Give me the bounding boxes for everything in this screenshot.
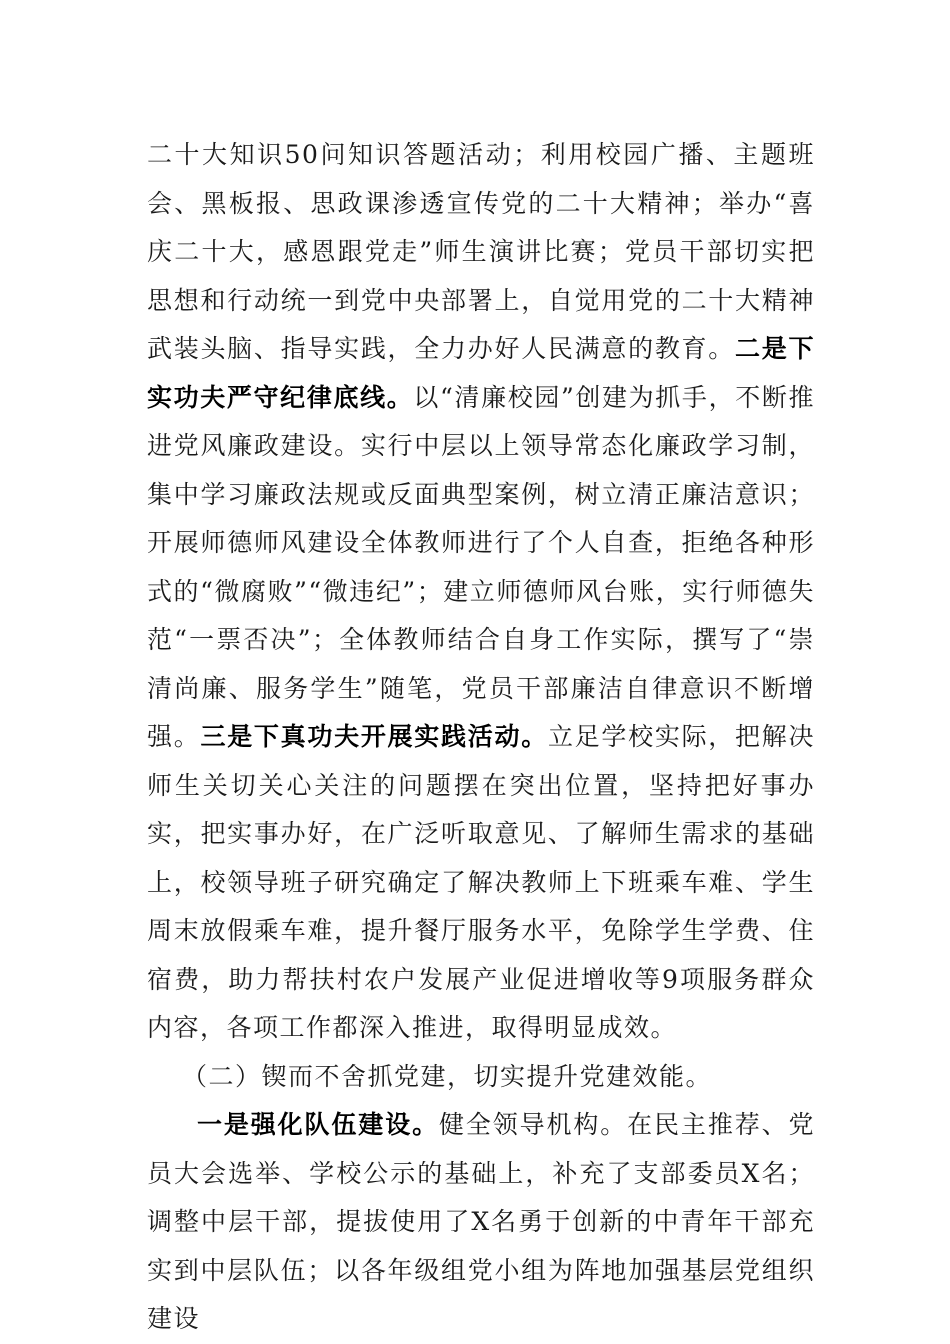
bold-lead-team: 一是强化队伍建设。 xyxy=(197,1110,439,1139)
paragraph-text: 立足学校实际，把解决师生关切关心关注的问题摆在突出位置，坚持把好事办实，把实事办好，在广泛听取意见、了解师生需求的基础上，校领导班子研究确定了解决教师上下班乘车难、学生周末放假乘车难，提升餐厅服务水平，免除学生学费、住宿费，助力帮扶村农户发展产业促进增收等9项服务群众内容，各项工作都深入推进，取得明显成效。 xyxy=(147,722,815,1042)
paragraph-text: 健全领导机构。在民主推荐、党员大会选举、学校公示的基础上，补充了支部委员X名；调整中层干部，提拔使用了X名勇于创新的中青年干部充实到中层队伍；以各年级组党小组为阵地加强基层党组织建设 xyxy=(147,1110,815,1333)
bold-lead-discipline: 二是下实功夫严守纪律底线。 xyxy=(147,334,815,412)
bold-lead-practice: 三是下真功夫开展实践活动。 xyxy=(200,722,548,751)
paragraph-text: 以“清廉校园”创建为抓手，不断推进党风廉政建设。实行中层以上领导常态化廉政学习制，集中学习廉政法规或反面典型案例，树立清正廉洁意识；开展师德师风建设全体教师进行了个人自查，拒绝各种形式的“微腐败”“微违纪”；建立师德师风台账，实行师德失范“一票否决”；全体教师结合自身工作实际，撰写了“崇清尚廉、服务学生”随笔，党员干部廉洁自律意识不断增强。 xyxy=(147,382,815,751)
paragraph-text: 二十大知识50问知识答题活动；利用校园广播、主题班会、黑板报、思政课渗透宣传党的二十大精神；举办“喜庆二十大，感恩跟党走”师生演讲比赛；党员干部切实把思想和行动统一到党中央部署上，自觉用党的二十大精神武装头脑、指导实践，全力办好人民满意的教育。 xyxy=(147,140,815,363)
paragraph-practice-activities xyxy=(147,131,815,1053)
document-body xyxy=(147,131,815,1344)
paragraph-team-building xyxy=(147,1101,815,1344)
section-heading: （二）锲而不舍抓党建，切实提升党建效能。 xyxy=(182,1061,713,1091)
